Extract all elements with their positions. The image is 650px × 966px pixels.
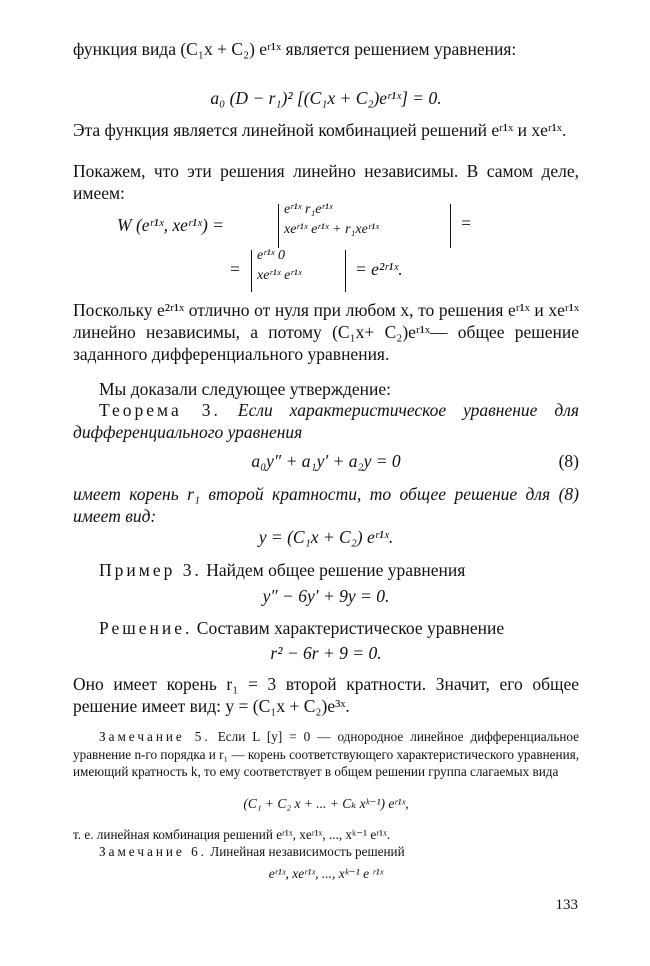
note6-label: Замечание 6.: [99, 844, 207, 859]
det2-lead: =: [229, 259, 241, 279]
theorem-text-b: имеет корень r₁ второй кратности, то общее решение для (8) имеет вид:: [73, 484, 579, 526]
solution: [73, 617, 579, 639]
det2-right-bar: [345, 250, 346, 292]
det2-left-bar: [251, 250, 252, 292]
det2-row-2: xeʳ¹ˣ eʳ¹ˣ: [257, 268, 302, 283]
solution-text: Составим характеристическое уравнение: [196, 618, 505, 638]
paragraph-2: Эта функция является линейной комбинацией решений eʳ¹ˣ и xeʳ¹ˣ.: [73, 120, 567, 140]
equation-8-number: (8): [558, 451, 579, 471]
paragraph-5: Мы доказали следующее утверждение:: [99, 379, 392, 399]
det2-row-1: eʳ¹ˣ 0: [257, 248, 285, 263]
paragraph-1: функция вида (C₁x + C₂) eʳ¹ˣ является решением уравнения:: [73, 39, 517, 59]
equation-8: [73, 451, 579, 472]
theorem-label: Теорема 3.: [99, 400, 221, 420]
note6-text: Линейная независимость решений: [210, 844, 405, 859]
theorem-3: [73, 399, 579, 443]
theorem-text-a: Если характеристическое уравнение для дифференциального уравнения: [73, 400, 580, 442]
example-label: Пример 3.: [99, 560, 202, 580]
equation-last: eʳ¹ˣ, xeʳ¹ˣ, ..., xᵏ⁻¹ e ʳ¹ˣ: [268, 866, 384, 881]
det2-tail: = e²ʳ¹ˣ.: [355, 259, 403, 279]
equation-characteristic: r² − 6r + 9 = 0.: [270, 643, 382, 663]
solution-label: Решение.: [99, 618, 193, 638]
det1-left-bar: [278, 204, 279, 248]
note5-label: Замечание 5.: [99, 729, 211, 744]
det1-tail: =: [460, 213, 472, 233]
det1-right-bar: [450, 204, 451, 248]
equation-group: (C₁ + C₂ x + ... + Cₖ xᵏ⁻¹) eʳ¹ˣ,: [243, 796, 409, 811]
note-5: [73, 728, 579, 781]
note-6: [73, 843, 579, 861]
equation-example: y″ − 6y′ + 9y = 0.: [262, 586, 390, 606]
example-3: [73, 559, 579, 581]
paragraph-4: Поскольку e²ʳ¹ˣ отлично от нуля при любом x, то решения eʳ¹ˣ и xeʳ¹ˣ линейно независимы, а потому (C₁x+ C₂)eʳ¹ˣ— общее решение заданного дифференциального уравнения.: [73, 300, 579, 364]
paragraph-6: Оно имеет корень r₁ = 3 второй кратности. Значит, его общее решение имеет вид: y = (C₁x + C₂)e³ˣ.: [73, 674, 579, 716]
det1-row-2: xeʳ¹ˣ eʳ¹ˣ + r₁xeʳ¹ˣ: [284, 222, 380, 237]
paragraph-3: Покажем, что эти решения линейно независимы. В самом деле, имеем:: [73, 161, 579, 203]
wronskian-lhs: W (eʳ¹ˣ, xeʳ¹ˣ) =: [117, 215, 224, 235]
equation-8-body: a₀y″ + a₁y′ + a₂y = 0: [251, 451, 401, 471]
note5-text: Если L [y] = 0 — однородное линейное дифференциальное уравнение n-го порядка и r₁ — корень соответствующего характеристического уравнения, имеющий кратность k, то ему соответствует в общем решении группа слагаемых вида: [73, 729, 579, 779]
example-text: Найдем общее решение уравнения: [206, 560, 466, 580]
paragraph-7: т. е. линейная комбинация решений eʳ¹ˣ, xeʳ¹ˣ, ..., xᵏ⁻¹ eʳ¹ˣ.: [73, 827, 391, 842]
equation-general: y = (C₁x + C₂) eʳ¹ˣ.: [258, 527, 394, 547]
det1-row-1: eʳ¹ˣ r₁eʳ¹ˣ: [284, 202, 333, 217]
page-number: 133: [555, 897, 578, 913]
equation-1: a₀ (D − r₁)² [(C₁x + C₂)eʳ¹ˣ] = 0.: [210, 88, 442, 108]
